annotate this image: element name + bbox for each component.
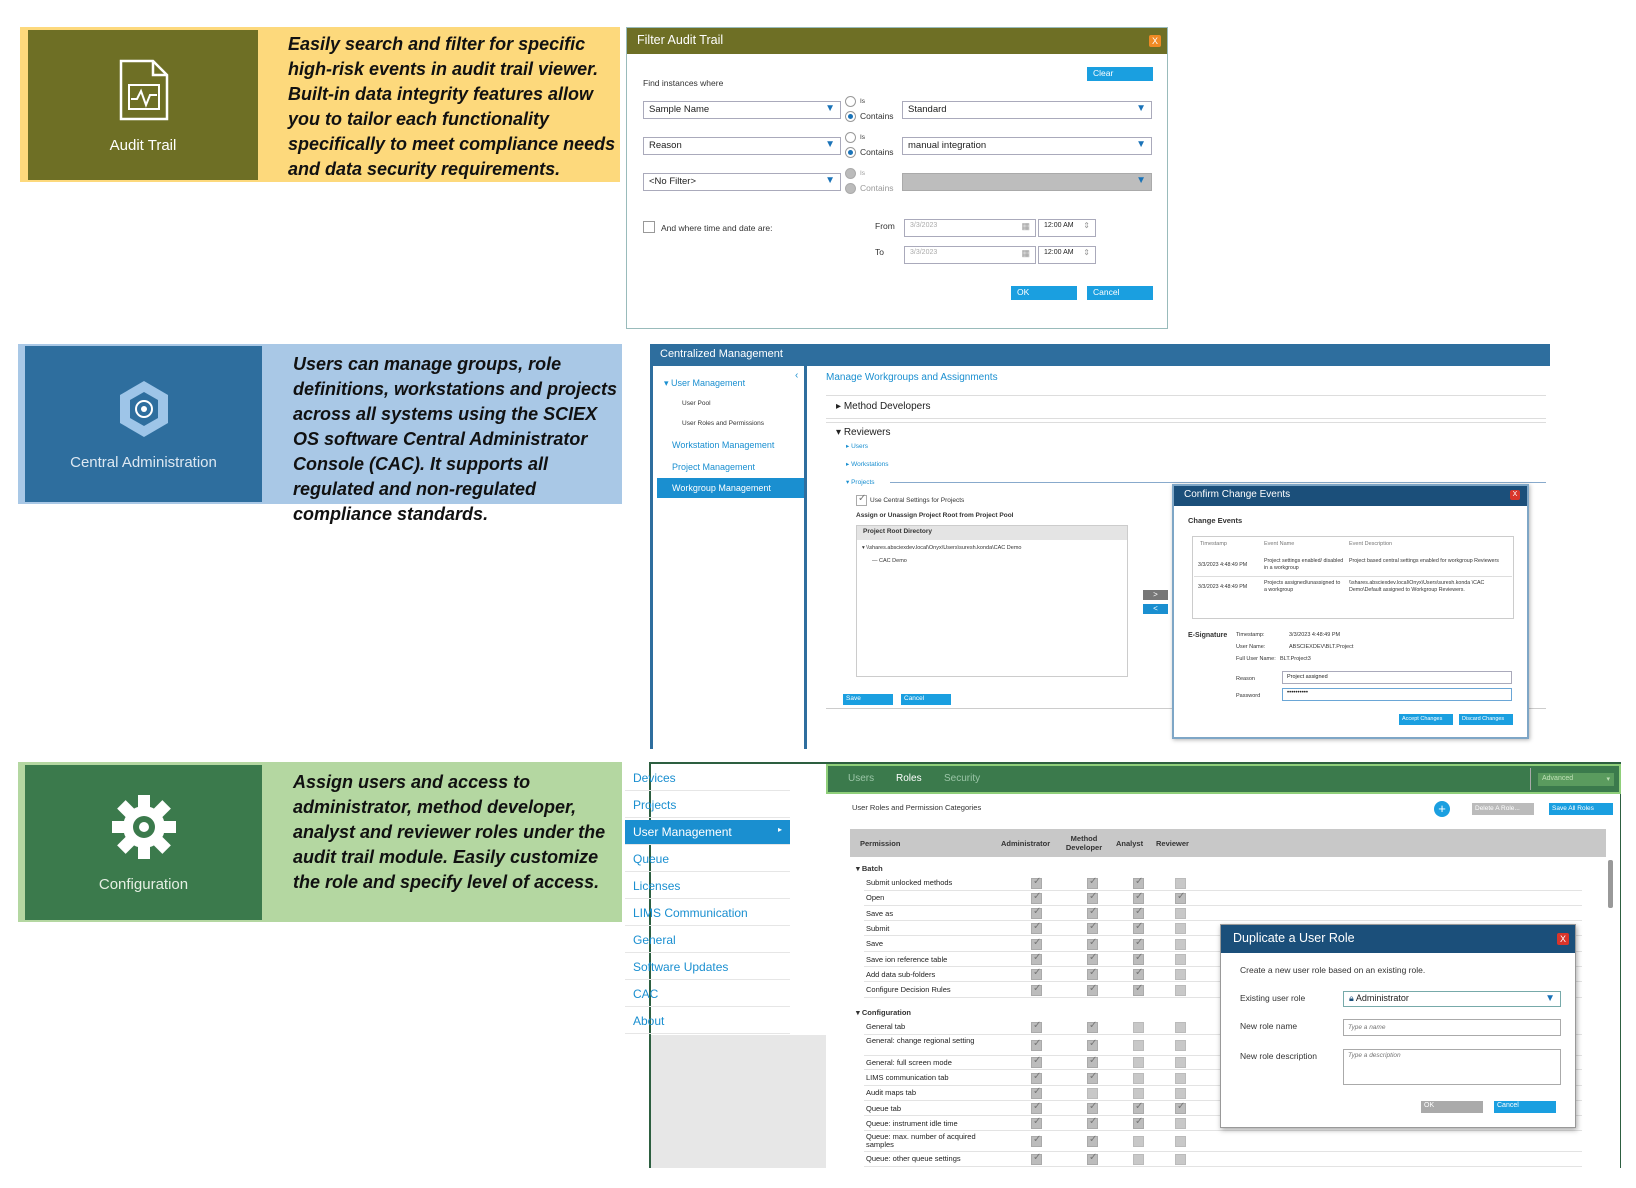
- chevron-down-icon: ▾: [1606, 776, 1610, 783]
- chevron-down-icon: ▼: [825, 139, 835, 150]
- calendar-icon: ▦: [1021, 221, 1030, 231]
- permission-checkbox[interactable]: [1133, 923, 1144, 934]
- filter-field-select-1[interactable]: Sample Name ▼: [643, 101, 841, 119]
- permission-checkbox[interactable]: [1087, 923, 1098, 934]
- reviewers-row[interactable]: ▾ Reviewers: [826, 422, 1546, 442]
- nav-project[interactable]: Project Management: [672, 462, 756, 472]
- projects-link[interactable]: ▾ Projects: [846, 479, 875, 486]
- permission-checkbox[interactable]: [1031, 878, 1042, 889]
- event-desc-1: Project based central settings enabled for workgroup Reviewers: [1349, 558, 1499, 564]
- is-label-1: Is: [860, 98, 866, 105]
- permission-checkbox[interactable]: [1087, 1057, 1098, 1068]
- permission-name: Submit: [866, 923, 890, 933]
- confirm-events-dialog: [1172, 484, 1529, 739]
- table-row: [864, 876, 1582, 891]
- permission-checkbox[interactable]: [1031, 893, 1042, 904]
- event-name-1: Project settings enabled/ disabled in a workgroup: [1264, 558, 1344, 571]
- permission-checkbox[interactable]: [1031, 908, 1042, 919]
- permission-name: General: full screen mode: [866, 1057, 952, 1067]
- assign-arrow-button[interactable]: >: [1143, 590, 1168, 600]
- table-row: [864, 891, 1582, 906]
- permission-checkbox[interactable]: [1031, 1118, 1042, 1129]
- table-row: [864, 1132, 1582, 1152]
- permission-checkbox[interactable]: [1133, 1057, 1144, 1068]
- chevron-down-icon: ▾: [856, 1008, 862, 1018]
- is-radio-2[interactable]: [845, 132, 856, 143]
- time-date-checkbox[interactable]: [643, 221, 655, 233]
- nav-general[interactable]: General: [625, 928, 790, 953]
- permission-checkbox[interactable]: [1133, 1073, 1144, 1084]
- nav-lims-communication[interactable]: LIMS Communication: [625, 901, 790, 926]
- permission-checkbox[interactable]: [1133, 1136, 1144, 1147]
- reason-select[interactable]: Project assigned: [1282, 671, 1512, 684]
- filter-field-select-3[interactable]: <No Filter> ▼: [643, 173, 841, 191]
- col-method-developer: Method Developer: [1065, 834, 1103, 852]
- save-all-roles-button[interactable]: Save All Roles: [1549, 803, 1613, 815]
- event-desc-2: \\shares.absciexdev.local\Onyx\Users\suresh.konda \CAC Demo\Default assigned to Workgroup Reviewers.: [1349, 580, 1485, 593]
- nav-queue[interactable]: Queue: [625, 847, 790, 872]
- dup-titlebar: [1221, 925, 1575, 953]
- nav-software-updates[interactable]: Software Updates: [625, 955, 790, 980]
- esig-user-value: ABSCIEXDEV\BLT.Project: [1289, 644, 1354, 650]
- permission-checkbox[interactable]: [1087, 878, 1098, 889]
- manage-heading: Manage Workgroups and Assignments: [826, 372, 998, 383]
- permission-checkbox[interactable]: [1087, 1136, 1098, 1147]
- central-admin-label: Central Administration: [70, 453, 217, 471]
- nav-user-pool[interactable]: User Pool: [682, 400, 711, 407]
- calendar-icon: ▦: [1021, 248, 1030, 258]
- spinner-icon: ⇕: [1083, 221, 1090, 230]
- from-time-input[interactable]: 12:00 AM ⇕: [1038, 219, 1096, 237]
- password-label: Password: [1236, 693, 1261, 699]
- group-label: Configuration: [861, 1008, 912, 1018]
- nav-user-management[interactable]: User Management ▸: [625, 820, 790, 845]
- to-date-input[interactable]: 3/3/2023 ▦: [904, 246, 1036, 264]
- event-row-divider: [1194, 576, 1512, 577]
- tree-child[interactable]: — CAC Demo: [872, 558, 907, 564]
- confirm-title: Confirm Change Events: [1184, 489, 1291, 500]
- permission-checkbox[interactable]: [1175, 893, 1186, 904]
- permission-name: Open: [866, 893, 885, 903]
- config-sidebar-fill: [651, 1035, 826, 1168]
- permission-checkbox[interactable]: [1087, 954, 1098, 965]
- configuration-label: Configuration: [98, 876, 189, 893]
- nav-user-roles[interactable]: User Roles and Permissions: [682, 420, 765, 427]
- delete-role-button[interactable]: Delete A Role...: [1472, 803, 1534, 815]
- audit-trail-tile: [28, 30, 258, 180]
- chevron-down-icon: ▼: [1136, 103, 1146, 114]
- chevron-down-icon: ▼: [1545, 993, 1555, 1004]
- topbar-divider: [1530, 768, 1531, 790]
- gear-icon: [109, 792, 179, 862]
- col-event-desc: Event Description: [1349, 541, 1393, 547]
- permission-name: General tab: [866, 1022, 906, 1032]
- spinner-icon: ⇕: [1083, 248, 1090, 257]
- collapse-icon[interactable]: ‹: [795, 370, 799, 381]
- permission-checkbox[interactable]: [1175, 985, 1186, 996]
- col-event-name: Event Name: [1264, 541, 1295, 547]
- existing-role-select[interactable]: 🔒︎ Administrator ▼: [1343, 991, 1561, 1007]
- permission-name: Queue: max. number of acquired samples: [866, 1132, 976, 1150]
- nav-licenses[interactable]: Licenses: [625, 874, 790, 899]
- configuration-blurb: Assign users and access to administrator, method developer, analyst and reviewer roles under the audit trail module. Easily customize the role and specify level of access.: [293, 772, 606, 892]
- permission-name: Configure Decision Rules: [866, 985, 951, 995]
- permission-name: LIMS communication tab: [866, 1073, 949, 1082]
- lock-icon: 🔒︎: [1349, 993, 1354, 1003]
- method-dev-row[interactable]: ▸ Method Developers: [826, 395, 1546, 419]
- projects-divider: [890, 482, 1546, 483]
- permission-checkbox[interactable]: [1175, 1136, 1186, 1147]
- permission-name: Add data sub-folders: [866, 969, 936, 979]
- filter-audit-dialog: [626, 27, 1168, 329]
- time-date-label: And where time and date are:: [661, 223, 773, 233]
- contains-radio-2[interactable]: [845, 147, 856, 158]
- table-row: [864, 907, 1582, 922]
- permission-checkbox[interactable]: [1133, 1022, 1144, 1033]
- permission-name: Save ion reference table: [866, 954, 948, 964]
- permission-checkbox[interactable]: [1031, 1022, 1042, 1033]
- add-role-button[interactable]: +: [1434, 801, 1450, 817]
- permission-checkbox[interactable]: [1031, 1103, 1042, 1114]
- event-ts-2: 3/3/2023 4:48:49 PM: [1198, 584, 1248, 590]
- audit-trail-blurb: Easily search and filter for specific high-risk events in audit trail viewer. Built-in data integrity features allow you to tailor each functionality specifically to meet compliance needs and data security requirements.: [288, 34, 616, 179]
- events-table: [1192, 536, 1514, 619]
- permission-checkbox[interactable]: [1133, 893, 1144, 904]
- contains-radio-1[interactable]: [845, 111, 856, 122]
- permission-checkbox[interactable]: [1133, 985, 1144, 996]
- event-ts-1: 3/3/2023 4:48:49 PM: [1198, 562, 1248, 568]
- permission-checkbox[interactable]: [1133, 1040, 1144, 1051]
- audit-trail-label: Audit Trail: [109, 136, 177, 154]
- project-root-header: Project Root Directory: [857, 526, 1127, 540]
- accept-changes-button[interactable]: Accept Changes: [1399, 714, 1453, 725]
- table-row: [864, 1152, 1582, 1167]
- dup-desc: Create a new user role based on an existing role.: [1240, 965, 1426, 975]
- filter-value-select-3: [902, 173, 1152, 191]
- permission-checkbox[interactable]: [1087, 1154, 1098, 1165]
- nav-workstation[interactable]: Workstation Management: [672, 440, 775, 450]
- is-label-3: Is: [860, 170, 866, 177]
- confirm-titlebar: [1174, 486, 1527, 506]
- permission-checkbox[interactable]: [1175, 1103, 1186, 1114]
- from-label: From: [875, 221, 895, 231]
- permission-checkbox[interactable]: [1175, 1022, 1186, 1033]
- cac-save-button[interactable]: Save: [843, 694, 893, 705]
- permission-checkbox[interactable]: [1031, 1040, 1042, 1051]
- permission-checkbox[interactable]: [1175, 1118, 1186, 1129]
- permission-checkbox[interactable]: [1087, 985, 1098, 996]
- event-name-2: Projects assigned/unassigned to a workgroup: [1264, 580, 1341, 593]
- cac-title: Centralized Management: [660, 348, 783, 360]
- dup-ok-button: OK: [1421, 1101, 1483, 1113]
- permission-checkbox[interactable]: [1133, 1118, 1144, 1129]
- new-role-desc-label: New role description: [1240, 1051, 1318, 1061]
- discard-changes-button[interactable]: Discard Changes: [1459, 714, 1513, 725]
- ok-button[interactable]: OK: [1011, 286, 1077, 300]
- col-analyst: Analyst: [1116, 839, 1144, 848]
- permission-checkbox[interactable]: [1133, 908, 1144, 919]
- nav-workgroup-label: Workgroup Management: [672, 483, 771, 493]
- nav-cac[interactable]: CAC: [625, 982, 790, 1007]
- chevron-down-icon: ▼: [825, 175, 835, 186]
- nav-devices[interactable]: Devices: [625, 766, 790, 791]
- permission-checkbox[interactable]: [1087, 908, 1098, 919]
- permission-checkbox[interactable]: [1175, 1057, 1186, 1068]
- tree-root[interactable]: ▾ \\shares.absciexdev.local\Onyx\Users\suresh.konda\CAC Demo: [862, 545, 1022, 551]
- close-icon[interactable]: X: [1149, 35, 1161, 47]
- users-link[interactable]: ▸ Users: [846, 443, 869, 450]
- permission-checkbox[interactable]: [1175, 939, 1186, 950]
- permission-checkbox[interactable]: [1087, 893, 1098, 904]
- hexagon-network-icon: [113, 378, 175, 440]
- permission-checkbox[interactable]: [1175, 908, 1186, 919]
- permission-name: Queue: other queue settings: [866, 1154, 961, 1164]
- chevron-down-icon: ▼: [825, 103, 835, 114]
- cancel-button[interactable]: Cancel: [1087, 286, 1153, 300]
- existing-role-label: Existing user role: [1240, 993, 1306, 1003]
- filter-dialog-titlebar: [627, 28, 1167, 54]
- chevron-down-icon: ▾: [856, 864, 862, 873]
- is-radio-1[interactable]: [845, 96, 856, 107]
- permission-checkbox[interactable]: [1175, 878, 1186, 889]
- permission-checkbox[interactable]: [1175, 969, 1186, 980]
- contains-label-3: Contains: [860, 183, 894, 193]
- permission-checkbox[interactable]: [1175, 1073, 1186, 1084]
- permission-checkbox[interactable]: [1031, 939, 1042, 950]
- contains-label-1: Contains: [860, 111, 894, 121]
- contains-radio-3: [845, 183, 856, 194]
- permission-name: Queue tab: [866, 1103, 902, 1113]
- config-subtitle: User Roles and Permission Categories: [852, 803, 982, 812]
- permission-checkbox[interactable]: [1133, 954, 1144, 965]
- col-administrator: Administrator: [1001, 839, 1051, 848]
- permission-checkbox[interactable]: [1133, 878, 1144, 889]
- permission-checkbox[interactable]: [1031, 1136, 1042, 1147]
- perm-scrollbar[interactable]: [1608, 860, 1613, 908]
- filter-value-select-2[interactable]: manual integration ▼: [902, 137, 1152, 155]
- permission-checkbox[interactable]: [1133, 939, 1144, 950]
- permission-checkbox[interactable]: [1031, 923, 1042, 934]
- permission-checkbox[interactable]: [1175, 923, 1186, 934]
- permission-name: Save: [866, 939, 884, 949]
- close-icon[interactable]: X: [1557, 933, 1569, 945]
- new-role-desc-input[interactable]: [1343, 1049, 1561, 1085]
- audit-document-icon: [113, 57, 173, 123]
- permission-checkbox[interactable]: [1175, 1154, 1186, 1165]
- tab-roles[interactable]: Roles: [896, 773, 922, 784]
- permission-checkbox[interactable]: [1031, 1088, 1042, 1099]
- permission-checkbox[interactable]: [1087, 1040, 1098, 1051]
- group-header[interactable]: [856, 1008, 911, 1017]
- permission-checkbox[interactable]: [1175, 954, 1186, 965]
- group-header[interactable]: [856, 864, 883, 873]
- new-role-name-input[interactable]: [1343, 1019, 1561, 1036]
- permission-checkbox[interactable]: [1087, 1088, 1098, 1099]
- permission-checkbox[interactable]: [1031, 1154, 1042, 1165]
- cac-titlebar: [650, 344, 1550, 366]
- chevron-down-icon: ▼: [1136, 175, 1146, 186]
- change-events-label: Change Events: [1188, 516, 1243, 525]
- tab-security[interactable]: Security: [944, 773, 981, 784]
- reason-label: Reason: [1236, 676, 1255, 682]
- unassign-arrow-button[interactable]: <: [1143, 604, 1168, 614]
- chevron-right-icon: ▸: [777, 825, 782, 834]
- mode-select[interactable]: Advanced ▾: [1538, 773, 1614, 786]
- clear-button[interactable]: Clear: [1087, 67, 1153, 81]
- permission-checkbox[interactable]: [1087, 969, 1098, 980]
- permission-name: Save as: [866, 908, 894, 918]
- password-input[interactable]: ••••••••••: [1282, 688, 1512, 701]
- nav-projects[interactable]: Projects: [625, 793, 790, 818]
- permission-checkbox[interactable]: [1133, 969, 1144, 980]
- cac-cancel-button[interactable]: Cancel: [901, 694, 951, 705]
- configuration-tile: [25, 765, 262, 920]
- permission-checkbox[interactable]: [1133, 1103, 1144, 1114]
- chevron-down-icon: ▼: [1136, 139, 1146, 150]
- permission-checkbox[interactable]: [1175, 1040, 1186, 1051]
- nav-user-management[interactable]: ▾ User Management: [664, 378, 746, 388]
- contains-label-2: Contains: [860, 147, 894, 157]
- central-admin-tile: [25, 346, 262, 502]
- workstations-link[interactable]: ▸ Workstations: [846, 461, 889, 468]
- permission-checkbox[interactable]: [1175, 1088, 1186, 1099]
- col-permission: Permission: [860, 839, 901, 848]
- tab-users[interactable]: Users: [848, 773, 875, 784]
- esig-full-label: Full User Name:: [1236, 656, 1276, 662]
- filter-value-select-1[interactable]: Standard ▼: [902, 101, 1152, 119]
- permission-checkbox[interactable]: [1087, 939, 1098, 950]
- from-date-input[interactable]: 3/3/2023 ▦: [904, 219, 1036, 237]
- dup-cancel-button[interactable]: Cancel: [1494, 1101, 1556, 1113]
- permission-checkbox[interactable]: [1031, 985, 1042, 996]
- use-central-label: Use Central Settings for Projects: [870, 497, 965, 504]
- permission-name: General: change regional setting: [866, 1035, 975, 1045]
- dup-title: Duplicate a User Role: [1233, 931, 1355, 945]
- perm-header: [850, 829, 1606, 857]
- find-instances-label: Find instances where: [643, 78, 724, 88]
- is-label-2: Is: [860, 134, 866, 141]
- central-admin-blurb: Users can manage groups, role definitions, workstations and projects across all systems using the SCIEX OS software Central Administrator Console (CAC). It supports all regulated and non-regulated compliance standards.: [293, 354, 618, 524]
- permission-checkbox[interactable]: [1031, 1057, 1042, 1068]
- esig-user-label: User Name:: [1236, 644, 1266, 650]
- permission-checkbox[interactable]: [1087, 1073, 1098, 1084]
- permission-checkbox[interactable]: [1133, 1088, 1144, 1099]
- close-icon[interactable]: X: [1510, 490, 1520, 500]
- permission-checkbox[interactable]: [1031, 969, 1042, 980]
- nav-about[interactable]: About: [625, 1009, 790, 1034]
- use-central-checkbox[interactable]: [856, 495, 867, 506]
- esig-label: E-Signature: [1188, 632, 1228, 639]
- filter-dialog-title: Filter Audit Trail: [637, 33, 724, 47]
- permission-name: Audit maps tab: [866, 1088, 917, 1098]
- new-role-name-label: New role name: [1240, 1021, 1298, 1031]
- permission-checkbox[interactable]: [1087, 1022, 1098, 1033]
- duplicate-role-dialog: [1220, 924, 1576, 1128]
- is-radio-3: [845, 168, 856, 179]
- col-reviewer: Reviewer: [1156, 839, 1189, 848]
- to-time-input[interactable]: 12:00 AM ⇕: [1038, 246, 1096, 264]
- permission-name: Queue: instrument idle time: [866, 1118, 958, 1128]
- assign-title: Assign or Unassign Project Root from Project Pool: [856, 512, 1014, 519]
- group-label: Batch: [861, 864, 883, 873]
- esig-ts-value: 3/3/2023 4:48:49 PM: [1289, 632, 1341, 638]
- permission-checkbox[interactable]: [1031, 1073, 1042, 1084]
- permission-checkbox[interactable]: [1087, 1103, 1098, 1114]
- permission-checkbox[interactable]: [1031, 954, 1042, 965]
- filter-field-select-2[interactable]: Reason ▼: [643, 137, 841, 155]
- col-timestamp: Timestamp: [1200, 541, 1227, 547]
- esig-ts-label: Timestamp:: [1236, 632, 1265, 638]
- esig-full-value: BLT.Project3: [1280, 656, 1311, 662]
- permission-name: Submit unlocked methods: [866, 878, 953, 887]
- permission-checkbox[interactable]: [1133, 1154, 1144, 1165]
- to-label: To: [875, 247, 884, 257]
- permission-checkbox[interactable]: [1087, 1118, 1098, 1129]
